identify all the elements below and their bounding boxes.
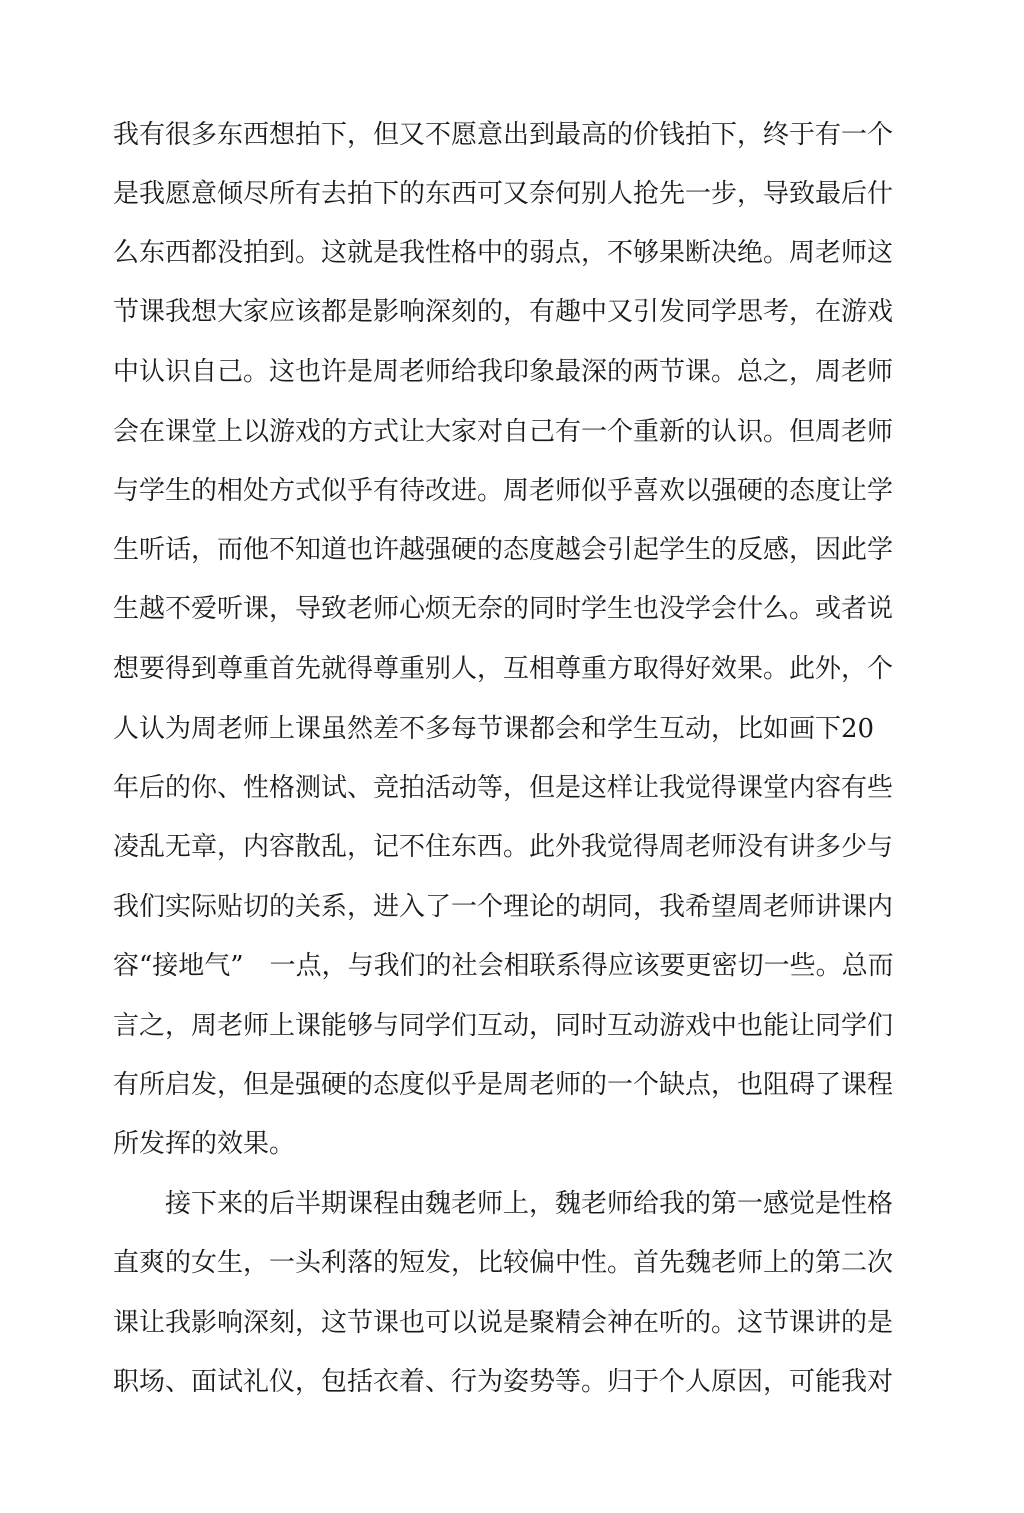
text-line: 职场、面试礼仪，包括衣着、行为姿势等。归于个人原因，可能我对: [113, 1367, 894, 1397]
text-line: 想要得到尊重首先就得尊重别人，互相尊重方取得好效果。此外，个: [113, 654, 894, 684]
text-line: 生听话，而他不知道也许越强硬的态度越会引起学生的反感，因此学: [113, 535, 894, 565]
text-line: 言之，周老师上课能够与同学们互动，同时互动游戏中也能让同学们: [113, 1011, 894, 1041]
text-line: 中认识自己。这也许是周老师给我印象最深的两节课。总之，周老师: [113, 357, 894, 387]
text-line: 么东西都没拍到。这就是我性格中的弱点，不够果断决绝。周老师这: [113, 238, 894, 268]
text-line: 有所启发，但是强硬的态度似乎是周老师的一个缺点，也阻碍了课程: [113, 1070, 894, 1100]
text-line: 会在课堂上以游戏的方式让大家对自己有一个重新的认识。但周老师: [113, 417, 894, 447]
text-line: 所发挥的效果。: [113, 1129, 296, 1159]
text-line: 生越不爱听课，导致老师心烦无奈的同时学生也没学会什么。或者说: [113, 594, 894, 624]
text-line: 凌乱无章，内容散乱，记不住东西。此外我觉得周老师没有讲多少与: [113, 832, 894, 862]
text-line: 课让我影响深刻，这节课也可以说是聚精会神在听的。这节课讲的是: [113, 1308, 894, 1338]
text-line: 节课我想大家应该都是影响深刻的，有趣中又引发同学思考，在游戏: [113, 297, 894, 327]
text-line: 我们实际贴切的关系，进入了一个理论的胡同，我希望周老师讲课内: [113, 892, 894, 922]
text-line: 人认为周老师上课虽然差不多每节课都会和学生互动，比如画下20: [113, 714, 875, 744]
text-line: 与学生的相处方式似乎有待改进。周老师似乎喜欢以强硬的态度让学: [113, 476, 894, 506]
text-line: 年后的你、性格测试、竞拍活动等，但是这样让我觉得课堂内容有些: [113, 773, 894, 803]
text-line: 是我愿意倾尽所有去拍下的东西可又奈何别人抢先一步，导致最后什: [113, 179, 894, 209]
paragraph-start-line: 接下来的后半期课程由魏老师上，魏老师给我的第一感觉是性格: [113, 1189, 894, 1219]
text-line: 容“接地气” 一点，与我们的社会相联系得应该要更密切一些。总而: [113, 951, 894, 981]
text-line: 我有很多东西想拍下，但又不愿意出到最高的价钱拍下，终于有一个: [113, 120, 894, 150]
text-line: 直爽的女生，一头利落的短发，比较偏中性。首先魏老师上的第二次: [113, 1248, 894, 1278]
